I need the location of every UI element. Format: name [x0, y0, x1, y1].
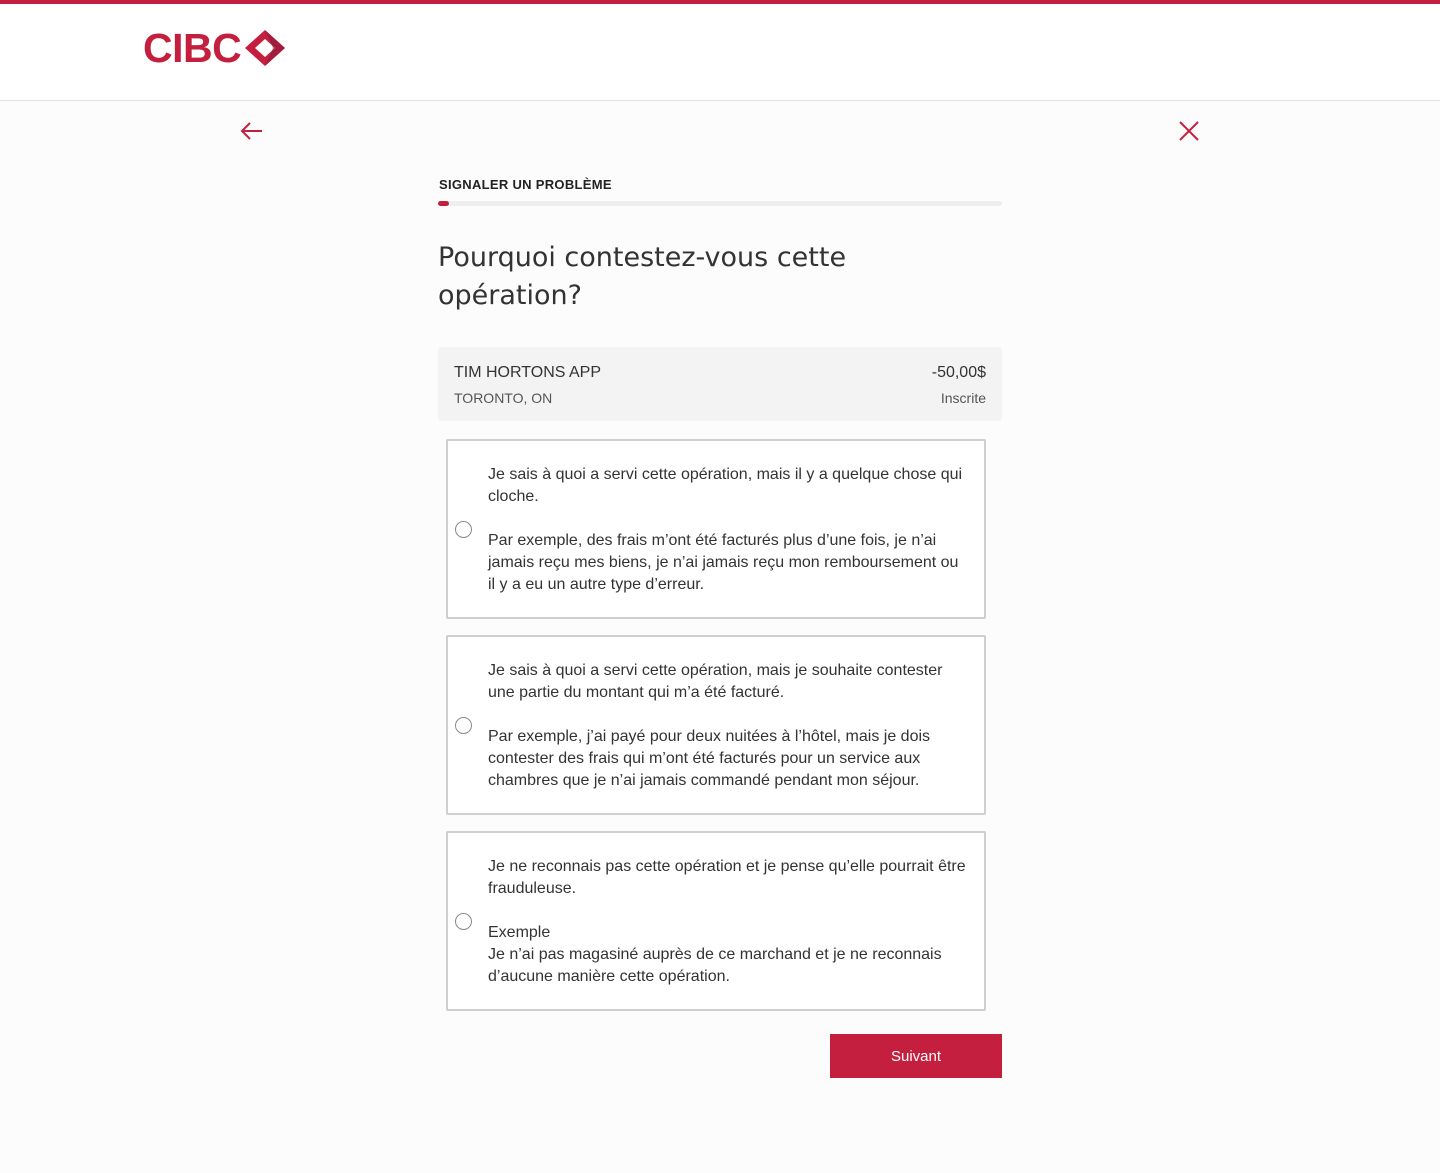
radio-button[interactable] — [455, 521, 472, 538]
page-title: Pourquoi contestez-vous cette opération? — [438, 242, 847, 311]
progress-bar-fill — [438, 201, 449, 206]
cibc-diamond-logo-icon — [243, 28, 289, 68]
close-button[interactable] — [1175, 117, 1203, 145]
main-content — [0, 101, 1440, 1173]
option-example: Par exemple, j’ai payé pour deux nuitées à l’hôtel, mais je dois contester des frais qui m’ont été facturés pour un service aux chambres que je n’ai jamais commandé pendant mon séjour. — [488, 728, 931, 789]
transaction-merchant: TIM HORTONS APP — [454, 364, 601, 381]
option-example-heading: Exemple — [488, 924, 551, 941]
back-button[interactable] — [238, 117, 266, 145]
option-text — [488, 856, 968, 988]
transaction-summary — [438, 347, 1002, 421]
reason-option-fraud[interactable] — [446, 831, 986, 1011]
option-text — [488, 660, 968, 792]
option-title: Je sais à quoi a servi cette opération, mais il y a quelque chose qui cloche. — [488, 466, 963, 505]
transaction-amount: -50,00$ — [931, 364, 986, 381]
reason-option-partial-amount[interactable] — [446, 635, 986, 815]
option-example — [488, 922, 968, 988]
close-icon — [1175, 117, 1203, 145]
option-text — [488, 464, 968, 596]
logo-wordmark: CIBC — [143, 25, 242, 71]
next-button[interactable]: Suivant — [830, 1034, 1002, 1078]
option-title: Je sais à quoi a servi cette opération, mais je souhaite contester une partie du montant qui m’a été facturé. — [488, 662, 943, 701]
site-header — [0, 4, 1440, 101]
option-example-body: Je n’ai pas magasiné auprès de ce marchand et je ne reconnais d’aucune manière cette opération. — [488, 946, 942, 985]
radio-button[interactable] — [455, 913, 472, 930]
arrow-left-icon — [238, 117, 266, 145]
transaction-location: TORONTO, ON — [454, 390, 553, 406]
transaction-status: Inscrite — [940, 390, 986, 406]
option-example: Par exemple, des frais m’ont été facturés plus d’une fois, je n’ai jamais reçu mes biens, je n’ai jamais reçu mon remboursement ou il y a eu un autre type d’erreur. — [488, 532, 959, 593]
step-label: SIGNALER UN PROBLÈME — [439, 177, 612, 192]
reason-option-something-wrong[interactable] — [446, 439, 986, 619]
progress-bar — [438, 201, 1002, 206]
option-title: Je ne reconnais pas cette opération et je pense qu’elle pourrait être frauduleuse. — [488, 858, 966, 897]
radio-button[interactable] — [455, 717, 472, 734]
cibc-logo[interactable] — [143, 26, 289, 70]
